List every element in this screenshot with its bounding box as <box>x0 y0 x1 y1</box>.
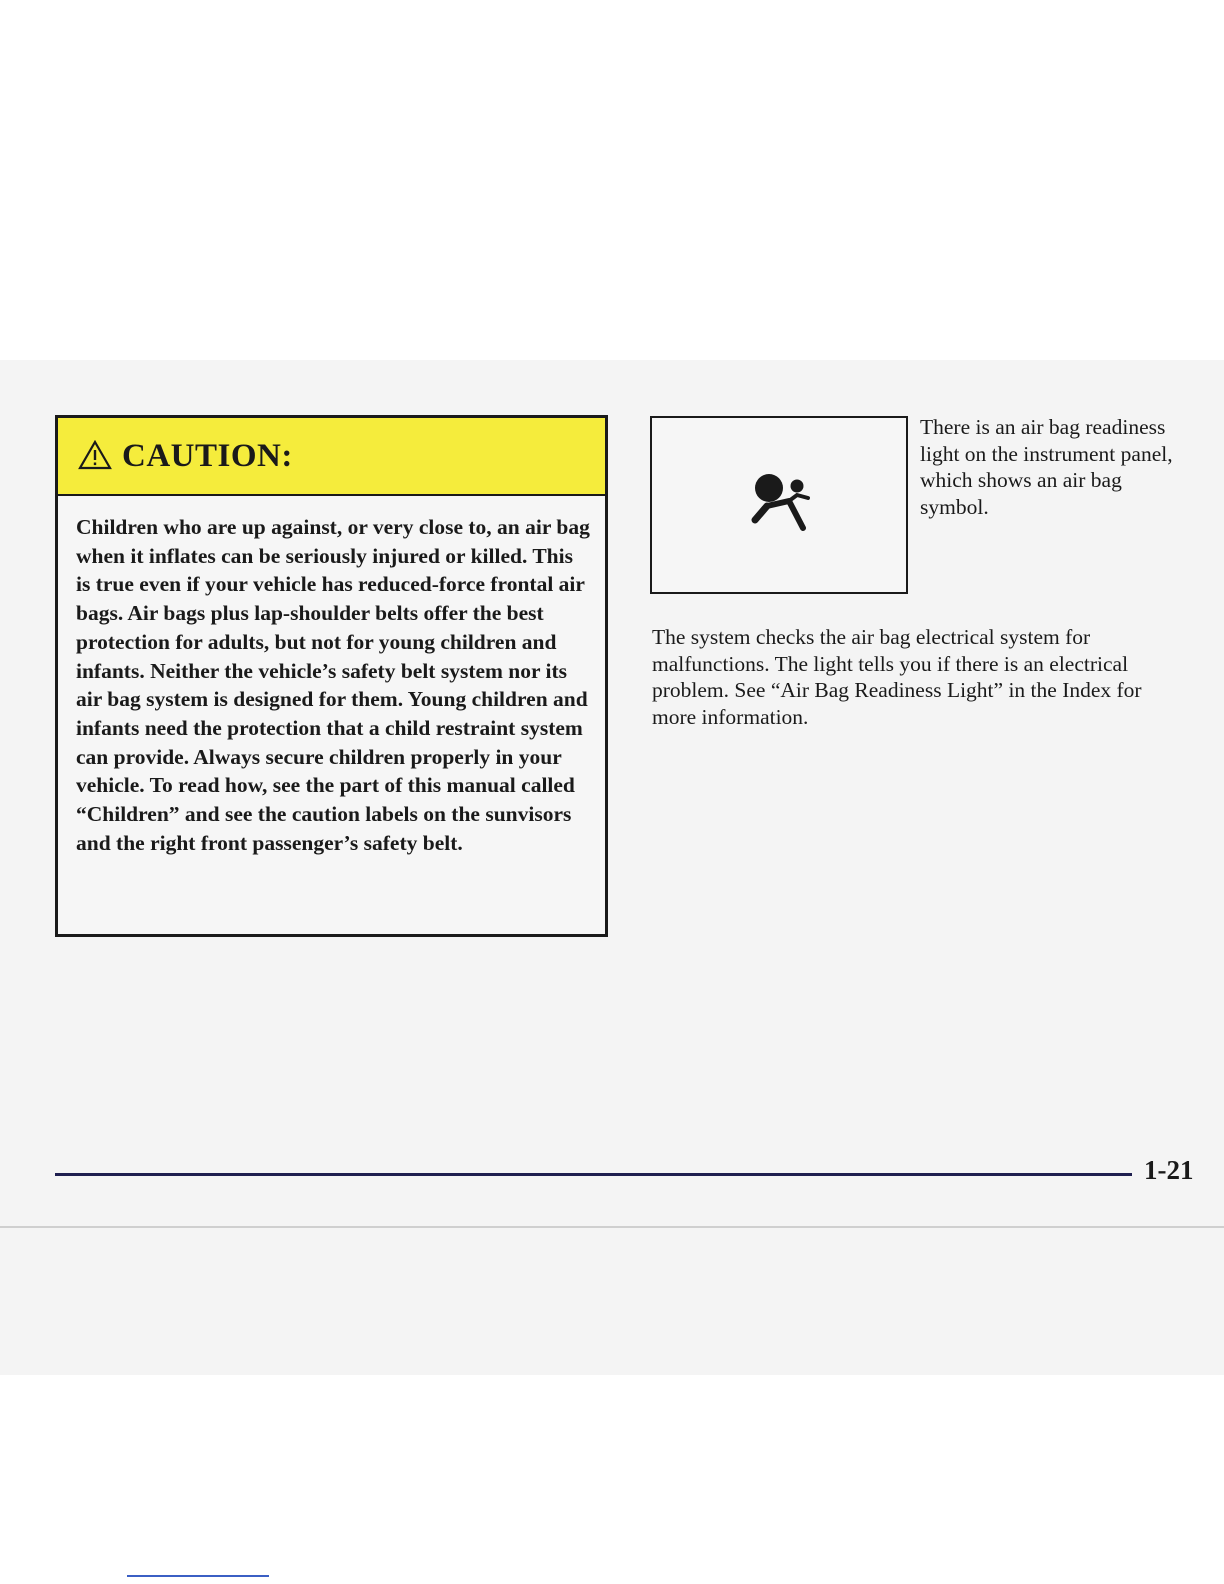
footer-rule <box>55 1173 1132 1176</box>
system-check-paragraph: The system checks the air bag electrical system for malfunctions. The light tells you if there is an electrical problem. See “Air Bag Readiness Light” in the Index for more information. <box>652 625 1142 729</box>
caution-title: CAUTION: <box>122 437 293 474</box>
readiness-light-caption: There is an air bag readiness light on the instrument panel, which shows an air bag symbol. <box>920 415 1173 519</box>
caution-box <box>55 415 608 937</box>
readiness-light-figure <box>650 416 908 594</box>
caution-body: Children who are up against, or very close to, an air bag when it inflates can be seriously injured or killed. This is true even if your vehicle has reduced-force frontal air bags. Air bags plus lap-shoulder belts offer the best protection for adults, but not for young children and infants. Neither the vehicle’s safety belt system nor its air bag system is designed for them. Young children and infants need the protection that a child restraint system can provide. Always secure children properly in your vehicle. To read how, see the part of this manual called “Children” and see the caution labels on the sunvisors and the right front passenger’s safety belt. <box>76 515 590 855</box>
bottom-rule <box>127 1575 269 1577</box>
band-divider <box>0 1226 1224 1228</box>
warning-triangle-icon <box>78 440 112 470</box>
air-bag-readiness-icon <box>745 468 825 548</box>
caution-header <box>58 418 605 496</box>
page-number: 1-21 <box>1144 1155 1194 1185</box>
